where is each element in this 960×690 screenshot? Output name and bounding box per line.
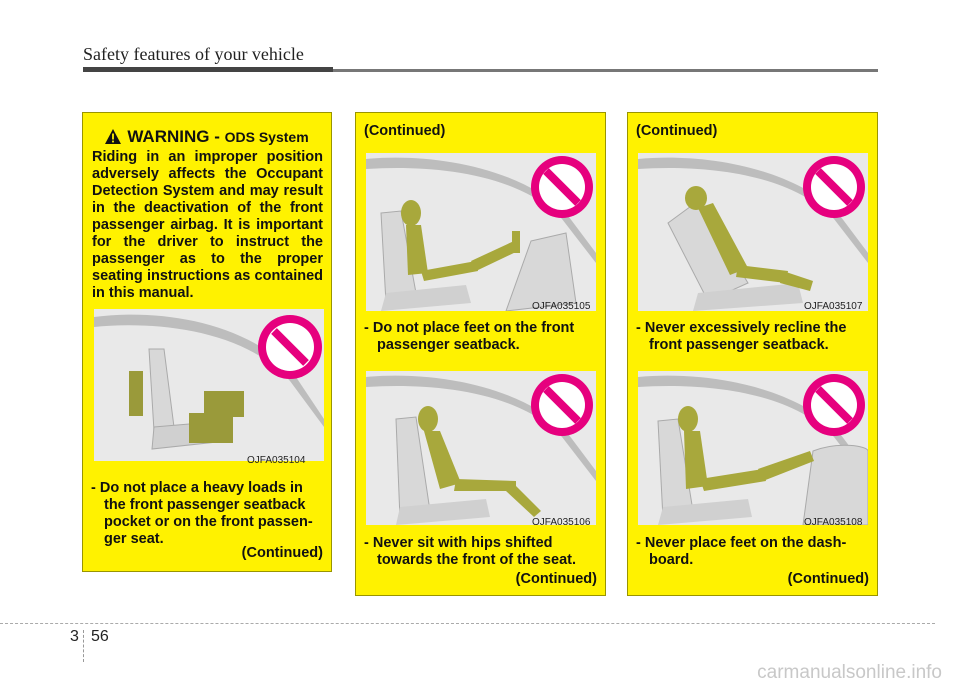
image-code: OJFA035106 — [532, 517, 591, 528]
continued-panel-3 — [627, 112, 878, 596]
continued-panel-2 — [355, 112, 606, 596]
image-code: OJFA035108 — [804, 517, 863, 528]
image-code: OJFA035107 — [804, 301, 863, 312]
page-number: 56 — [91, 628, 109, 645]
warning-body-text: Riding in an improper position adversely affects the Occupant Detection System and may result in the deactivation of the front passenger airbag. It is important for the driver to instruct the passenger as to the proper seating instructions as contained in this manual. — [92, 149, 323, 301]
continued-heading: (Continued) — [636, 123, 718, 139]
illustration-feet-on-dashboard — [638, 371, 868, 525]
instruction-bullet: - Do not place a heavy loads in the front passenger seatback pocket or on the front passen-ger seat. — [91, 480, 313, 547]
warning-heading — [83, 127, 331, 149]
image-code: OJFA035105 — [532, 301, 591, 312]
page-header-title: Safety features of your vehicle — [83, 44, 304, 64]
header-rule-accent — [83, 67, 333, 72]
warning-panel-ods — [82, 112, 332, 572]
continued-label: (Continued) — [787, 571, 869, 587]
illustration-heavy-loads — [94, 309, 324, 461]
instruction-bullet: - Do not place feet on the front passenger seatback. — [364, 320, 575, 353]
illustration-hips-shifted — [366, 371, 596, 525]
continued-label: (Continued) — [515, 571, 597, 587]
continued-heading: (Continued) — [364, 123, 446, 139]
watermark: carmanualsonline.info — [757, 662, 942, 683]
instruction-bullet: - Never sit with hips shifted towards the front of the seat. — [364, 535, 576, 568]
warning-triangle-icon — [105, 129, 121, 149]
footer-rule — [0, 623, 935, 624]
instruction-bullet: - Never place feet on the dash-board. — [636, 535, 847, 568]
image-code: OJFA035104 — [247, 455, 306, 466]
illustration-reclined-seat — [638, 153, 868, 311]
footer-divider — [83, 630, 84, 662]
warning-label: WARNING - — [127, 127, 220, 146]
warning-topic: ODS System — [224, 129, 309, 145]
section-number: 3 — [70, 628, 79, 645]
instruction-bullet: - Never excessively recline the front passenger seatback. — [636, 320, 847, 353]
illustration-feet-on-seatback — [366, 153, 596, 311]
continued-label: (Continued) — [241, 545, 323, 561]
